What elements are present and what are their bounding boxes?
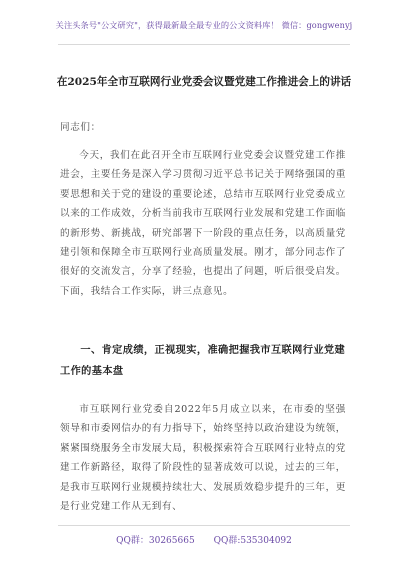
footer-qq-group-2: QQ群:535304092 — [213, 536, 292, 546]
paragraph-section-1: 市互联网行业党委自2022年5月成立以来，在市委的坚强领导和市委网信办的有力指导下，始终坚持以政治建设为统领，紧紧围绕服务全市发展大局，积极探索符合互联网行业特点的党建工作新路径，取得了阶段性的显著成效可以说，过去的三年，是我市互联网行业规模持续壮大、发展质效稳步提升的三年，更是行业党建工作从无到有、 — [60, 404, 346, 513]
footer-contact — [0, 533, 408, 546]
header-promo-note: 关注头条号"公文研究"，获得最新最全最专业的公文资料库！ 微信：gongwenyj — [55, 20, 353, 30]
footer-divider — [58, 525, 350, 526]
paragraph-opening: 今天，我们在此召开全市互联网行业党委会议暨党建工作推进会，主要任务是深入学习贯彻习近平总书记关于网络强国的重要思想和关于党的建设的重要论述，总结市互联网行业党委成立以来的工作成效，分析当前我市互联网行业发展和党建工作面临的新形势、新挑战，研究部署下一阶段的重点任务，以高质量党建引领和保障全市互联网行业高质量发展。刚才，部分同志作了很好的交流发言，分享了经验，也提出了问题，听后很受启发。下面，我结合工作实际，讲三点意见。 — [60, 150, 346, 297]
footer-qq-group-1: QQ群：30265665 — [116, 536, 195, 546]
section-heading-1: 一、肯定成绩，正视现实，准确把握我市互联网行业党建工作的基本盘 — [60, 344, 346, 377]
header-divider — [58, 44, 350, 45]
document-title: 在2025年全市互联网行业党委会议暨党建工作推进会上的讲话 — [56, 76, 352, 88]
salutation: 同志们： — [60, 122, 101, 133]
